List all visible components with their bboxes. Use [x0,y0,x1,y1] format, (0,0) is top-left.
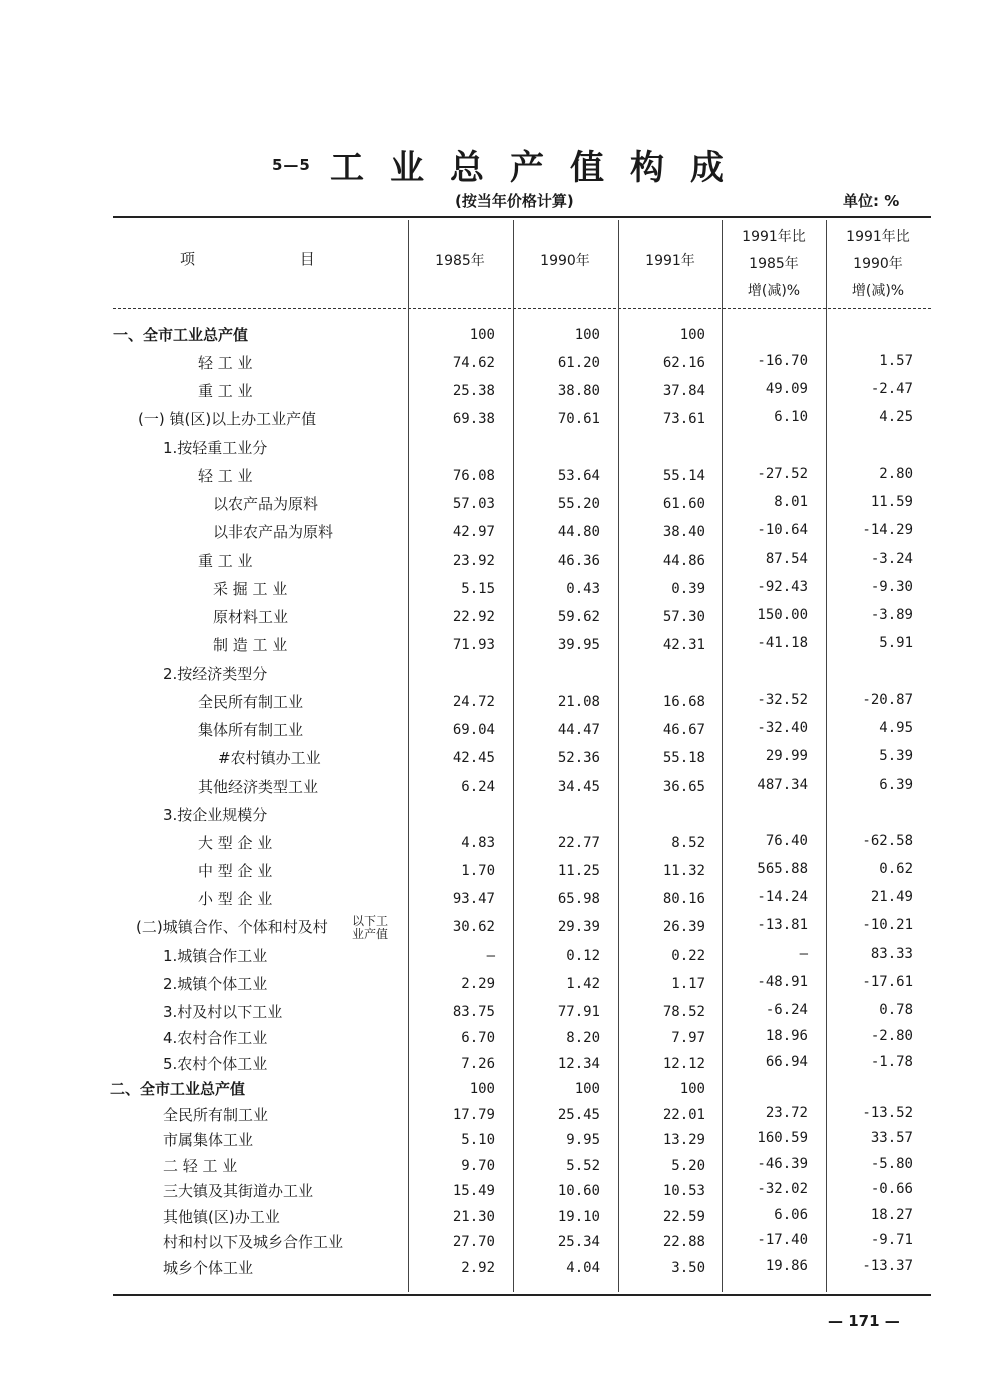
value-cell: 8.52 [671,835,705,851]
table-row [0,1051,1000,1077]
table-row [0,830,1000,856]
subtitle: (按当年价格计算) [455,192,574,210]
row-label: (二)城镇合作、个体和村及村 [136,918,328,936]
value-cell: 2.92 [461,1260,495,1276]
header-1990: 1990年 [540,253,590,269]
row-label: 重 工 业 [198,382,253,400]
value-cell: 13.29 [662,1132,705,1148]
page-title: 工业总产值构成 [330,148,750,188]
row-label: 集体所有制工业 [198,721,304,739]
value-cell: 11.59 [870,494,913,510]
value-cell: 0.43 [566,581,600,597]
value-cell: 42.97 [452,524,495,540]
value-cell: 4.95 [879,720,913,736]
row-label: 轻 工 业 [198,354,253,372]
value-cell: 487.34 [757,777,808,793]
value-cell: 77.91 [557,1004,600,1020]
table-row [0,886,1000,912]
value-cell: 21.30 [452,1209,495,1225]
table-row [0,378,1000,404]
value-cell: 19.10 [557,1209,600,1225]
row-label: 市属集体工业 [163,1131,254,1149]
value-cell: -13.52 [862,1105,913,1121]
table-row [0,717,1000,743]
value-cell: 22.01 [662,1107,705,1123]
value-cell: -20.87 [862,692,913,708]
value-cell: 44.86 [662,553,705,569]
value-cell: 55.14 [662,468,705,484]
value-cell: -32.02 [757,1181,808,1197]
header-item: 项 目 [180,250,315,268]
value-cell: -2.80 [870,1028,913,1044]
row-label: 全民所有制工业 [198,693,304,711]
table-row [0,632,1000,658]
page-number: — 171 — [828,1312,900,1330]
header-line: 1991年比 [742,229,806,245]
table-row [0,350,1000,376]
value-cell: 19.86 [765,1258,808,1274]
value-cell: -3.24 [870,551,913,567]
table-row [0,463,1000,489]
value-cell: 22.77 [557,835,600,851]
value-cell: 22.88 [662,1234,705,1250]
row-label: 以农产品为原料 [213,495,319,513]
row-label: 大 型 企 业 [198,834,273,852]
value-cell: 18.27 [870,1207,913,1223]
table-row [0,576,1000,602]
row-label-suffix [352,915,388,941]
value-cell: 21.49 [870,889,913,905]
table-row [0,1229,1000,1255]
value-cell: 4.25 [879,409,913,425]
value-cell: 76.40 [765,833,808,849]
header-rule [113,308,931,309]
bottom-rule [113,1294,931,1296]
value-cell: 7.26 [461,1056,495,1072]
row-label: #农村镇办工业 [218,749,321,767]
value-cell: 1.70 [461,863,495,879]
title-block [0,140,1000,188]
row-label: 其他经济类型工业 [198,778,319,796]
value-cell: 44.47 [557,722,600,738]
value-cell: 22.92 [452,609,495,625]
value-cell: 15.49 [452,1183,495,1199]
value-cell: 24.72 [452,694,495,710]
value-cell: 55.18 [662,750,705,766]
value-cell: 6.10 [774,409,808,425]
value-cell: 61.20 [557,355,600,371]
value-cell: 49.09 [765,381,808,397]
value-cell: -13.37 [862,1258,913,1274]
value-cell: -16.70 [757,353,808,369]
value-cell: 11.32 [662,863,705,879]
table-row [0,914,1000,940]
value-cell: -10.64 [757,522,808,538]
value-cell: 5.20 [671,1158,705,1174]
table-row [0,689,1000,715]
value-cell: 0.78 [879,1002,913,1018]
value-cell: 100 [679,327,705,343]
value-cell: 100 [574,1081,600,1097]
value-cell: 4.04 [566,1260,600,1276]
value-cell: 78.52 [662,1004,705,1020]
value-cell: -46.39 [757,1156,808,1172]
header-1985: 1985年 [435,253,485,269]
value-cell: 5.52 [566,1158,600,1174]
table-row [0,1255,1000,1281]
row-label: 一、全市工业总产值 [113,326,249,344]
table-row [0,774,1000,800]
row-label: 以非农产品为原料 [213,523,334,541]
header-line: 增(减)% [851,283,905,299]
value-cell: 87.54 [765,551,808,567]
value-cell: 29.39 [557,919,600,935]
value-cell: 38.40 [662,524,705,540]
value-cell: 5.39 [879,748,913,764]
value-cell: — [799,946,808,962]
value-cell: 65.98 [557,891,600,907]
table-row [0,802,1000,828]
value-cell: 23.92 [452,553,495,569]
value-cell: 100 [469,1081,495,1097]
value-cell: -1.78 [870,1054,913,1070]
table-row [0,604,1000,630]
row-label: 1.城镇合作工业 [163,947,268,965]
header-line: 1990年 [853,256,903,272]
value-cell: 36.65 [662,779,705,795]
value-cell: 34.45 [557,779,600,795]
value-cell: -9.30 [870,579,913,595]
value-cell: 61.60 [662,496,705,512]
table-row [0,971,1000,997]
value-cell: 5.91 [879,635,913,651]
value-cell: 17.79 [452,1107,495,1123]
value-cell: 9.95 [566,1132,600,1148]
table-number: 5—5 [272,156,311,174]
value-cell: 7.97 [671,1030,705,1046]
value-cell: 6.39 [879,777,913,793]
value-cell: 11.25 [557,863,600,879]
table-row [0,1127,1000,1153]
table-row [0,548,1000,574]
value-cell: 38.80 [557,383,600,399]
value-cell: 0.62 [879,861,913,877]
row-label: (一) 镇(区)以上办工业产值 [138,410,317,428]
value-cell: 100 [574,327,600,343]
unit-label: 单位: % [843,192,900,210]
value-cell: 30.62 [452,919,495,935]
value-cell: 62.16 [662,355,705,371]
row-label: 二、全市工业总产值 [110,1080,246,1098]
value-cell: 1.17 [671,976,705,992]
value-cell: 5.15 [461,581,495,597]
value-cell: 23.72 [765,1105,808,1121]
table-row [0,519,1000,545]
value-cell: -14.29 [862,522,913,538]
value-cell: 69.04 [452,722,495,738]
value-cell: 37.84 [662,383,705,399]
value-cell: 44.80 [557,524,600,540]
value-cell: 10.53 [662,1183,705,1199]
value-cell: 39.95 [557,637,600,653]
value-cell: 6.06 [774,1207,808,1223]
value-cell: 565.88 [757,861,808,877]
top-rule [113,216,931,218]
value-cell: 6.70 [461,1030,495,1046]
value-cell: 12.34 [557,1056,600,1072]
row-label: 采 掘 工 业 [213,580,288,598]
header-change-1990 [828,224,928,305]
value-cell: -27.52 [757,466,808,482]
value-cell: -9.71 [870,1232,913,1248]
row-label: 4.农村合作工业 [163,1029,268,1047]
row-label: 1.按轻重工业分 [163,439,268,457]
value-cell: 150.00 [757,607,808,623]
row-label: 其他镇(区)办工业 [163,1208,280,1226]
value-cell: 1.57 [879,353,913,369]
value-cell: 0.39 [671,581,705,597]
value-cell: 42.31 [662,637,705,653]
table-row [0,322,1000,348]
table-row [0,406,1000,432]
value-cell: 26.39 [662,919,705,935]
header-1991: 1991年 [645,253,695,269]
value-cell: 46.36 [557,553,600,569]
value-cell: 55.20 [557,496,600,512]
value-cell: -5.80 [870,1156,913,1172]
value-cell: 71.93 [452,637,495,653]
row-label: 村和村以下及城乡合作工业 [163,1233,344,1251]
row-label: 5.农村个体工业 [163,1055,268,1073]
value-cell: 21.08 [557,694,600,710]
value-cell: 70.61 [557,411,600,427]
row-label: 2.城镇个体工业 [163,975,268,993]
value-cell: 100 [679,1081,705,1097]
value-cell: -48.91 [757,974,808,990]
row-label: 三大镇及其街道办工业 [163,1182,314,1200]
value-cell: -10.21 [862,917,913,933]
value-cell: 66.94 [765,1054,808,1070]
row-label: 2.按经济类型分 [163,665,268,683]
value-cell: 52.36 [557,750,600,766]
value-cell: 5.10 [461,1132,495,1148]
value-cell: -6.24 [765,1002,808,1018]
value-cell: 8.01 [774,494,808,510]
value-cell: -17.61 [862,974,913,990]
row-label: 二 轻 工 业 [163,1157,238,1175]
value-cell: 74.62 [452,355,495,371]
table-row [0,999,1000,1025]
value-cell: -3.89 [870,607,913,623]
value-cell: 0.22 [671,948,705,964]
value-cell: 1.42 [566,976,600,992]
value-cell: -62.58 [862,833,913,849]
value-cell: -14.24 [757,889,808,905]
value-cell: 10.60 [557,1183,600,1199]
value-cell: 6.24 [461,779,495,795]
value-cell: 42.45 [452,750,495,766]
value-cell: 80.16 [662,891,705,907]
value-cell: 76.08 [452,468,495,484]
table-row [0,661,1000,687]
value-cell: -32.40 [757,720,808,736]
value-cell: 53.64 [557,468,600,484]
header-change-1985 [724,224,824,305]
value-cell: 69.38 [452,411,495,427]
row-label: 城乡个体工业 [163,1259,254,1277]
value-cell: 57.30 [662,609,705,625]
header-line: 1985年 [749,256,799,272]
row-label: 中 型 企 业 [198,862,273,880]
value-cell: 73.61 [662,411,705,427]
row-label: 轻 工 业 [198,467,253,485]
value-cell: 3.50 [671,1260,705,1276]
table-row [0,435,1000,461]
value-cell: -13.81 [757,917,808,933]
value-cell: 16.68 [662,694,705,710]
value-cell: 27.70 [452,1234,495,1250]
value-cell: 25.34 [557,1234,600,1250]
value-cell: -41.18 [757,635,808,651]
table-row [0,745,1000,771]
value-cell: 93.47 [452,891,495,907]
table-row [0,1025,1000,1051]
row-label: 3.村及村以下工业 [163,1003,283,1021]
value-cell: -92.43 [757,579,808,595]
row-label: 制 造 工 业 [213,636,288,654]
value-cell: 160.59 [757,1130,808,1146]
value-cell: — [486,948,495,964]
table-row [0,858,1000,884]
row-label: 小 型 企 业 [198,890,273,908]
value-cell: 2.29 [461,976,495,992]
value-cell: 18.96 [765,1028,808,1044]
value-cell: 83.75 [452,1004,495,1020]
suffix-line: 业产值 [352,927,389,941]
value-cell: 25.45 [557,1107,600,1123]
header-line: 1991年比 [846,229,910,245]
suffix-line: 以下工 [352,914,389,928]
value-cell: 29.99 [765,748,808,764]
table-row [0,943,1000,969]
value-cell: -0.66 [870,1181,913,1197]
value-cell: 57.03 [452,496,495,512]
value-cell: 46.67 [662,722,705,738]
value-cell: 33.57 [870,1130,913,1146]
row-label: 全民所有制工业 [163,1106,269,1124]
value-cell: 4.83 [461,835,495,851]
value-cell: 100 [469,327,495,343]
row-label: 原材料工业 [213,608,289,626]
value-cell: 25.38 [452,383,495,399]
table-row [0,1076,1000,1102]
value-cell: 2.80 [879,466,913,482]
value-cell: -2.47 [870,381,913,397]
value-cell: 0.12 [566,948,600,964]
value-cell: 12.12 [662,1056,705,1072]
value-cell: 8.20 [566,1030,600,1046]
value-cell: 83.33 [870,946,913,962]
value-cell: 22.59 [662,1209,705,1225]
table-row [0,1178,1000,1204]
header-line: 增(减)% [747,283,801,299]
row-label: 3.按企业规模分 [163,806,268,824]
table-row [0,491,1000,517]
value-cell: 59.62 [557,609,600,625]
row-label: 重 工 业 [198,552,253,570]
value-cell: -32.52 [757,692,808,708]
value-cell: -17.40 [757,1232,808,1248]
value-cell: 9.70 [461,1158,495,1174]
